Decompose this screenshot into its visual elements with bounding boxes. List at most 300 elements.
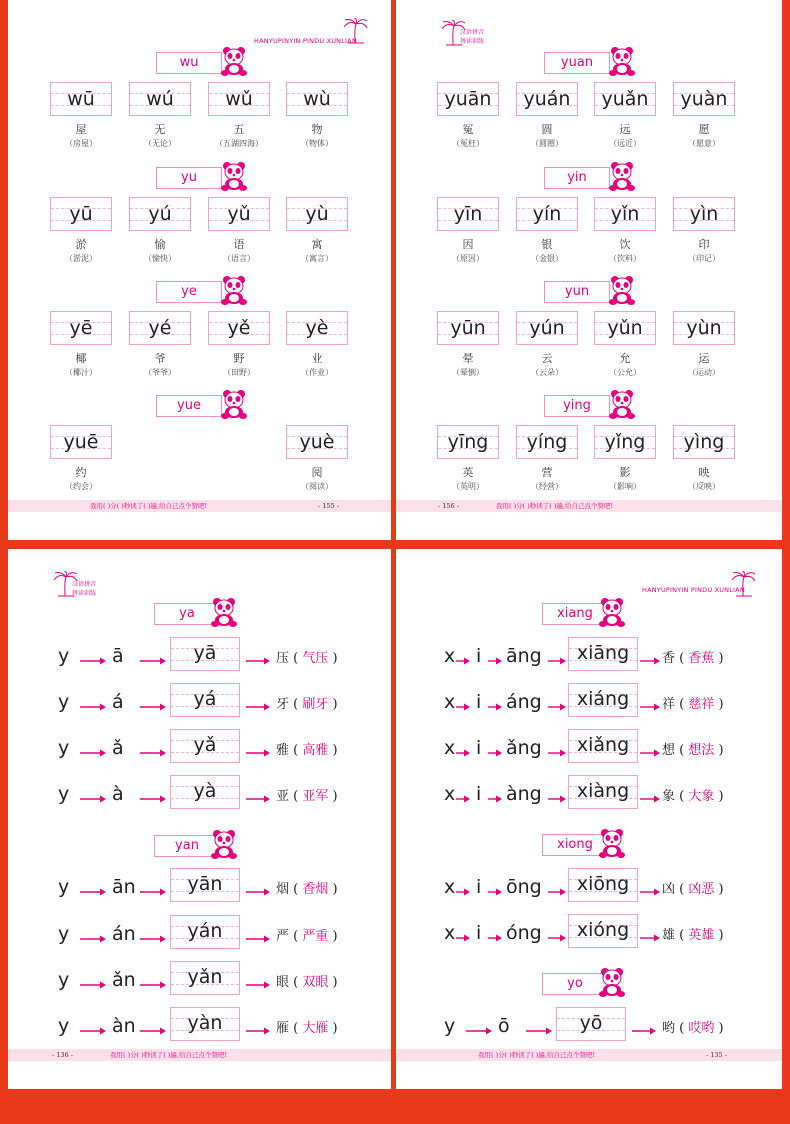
spelled-syllable: yá (193, 688, 217, 710)
example-word: （愿意） (688, 139, 720, 148)
panda-icon (210, 597, 238, 627)
arrow-icon (640, 702, 660, 712)
hanzi-character: 饮 (619, 238, 631, 251)
example-word: （印记） (688, 254, 720, 263)
example-word: 香蕉 (688, 651, 715, 666)
panda-icon (220, 161, 248, 191)
example-word: 大雁 (302, 1021, 329, 1036)
hanzi-character: 牙 (276, 697, 290, 712)
syllable-pinyin: yìn (689, 203, 719, 225)
syllable-heading: yan (154, 835, 220, 857)
spelled-syllable: yà (193, 780, 217, 802)
example-hanzi: 亚 ( 亚军 ) (276, 789, 338, 804)
example-word: （金银） (531, 254, 563, 263)
hanzi-character: 语 (233, 238, 245, 251)
spelled-syllable-box (170, 775, 240, 809)
page-number: - 155 - (318, 502, 339, 510)
arrow-icon (140, 887, 166, 897)
spelled-syllable: yān (187, 873, 223, 895)
hanzi-character: 英 (462, 466, 474, 479)
syllable-heading: xiong (542, 834, 608, 856)
hanzi-character: 祥 (662, 697, 676, 712)
syllable-box (286, 311, 348, 345)
spelled-syllable-box (568, 683, 638, 717)
spelled-syllable: yā (193, 642, 217, 664)
arrow-icon (488, 933, 502, 943)
spelled-syllable: yō (579, 1012, 603, 1034)
arrow-icon (140, 794, 166, 804)
syllable-pinyin: yú (148, 203, 172, 225)
medial-letter: i (476, 737, 482, 759)
arrow-icon (456, 702, 470, 712)
example-word: （寓言） (301, 254, 333, 263)
brand-line-1: 汉语拼音 (460, 29, 485, 36)
example-word: （晕倒） (452, 368, 484, 377)
spelled-syllable-box (170, 1007, 240, 1041)
hanzi-character: 爷 (154, 352, 166, 365)
hanzi-character: 无 (154, 123, 166, 136)
arrow-icon (456, 656, 470, 666)
reading-record: 我用( )分( )秒读了( )遍,给自己点个赞吧! (496, 502, 614, 510)
hanzi-character: 烟 (276, 882, 290, 897)
syllable-pinyin: yuē (63, 431, 99, 453)
syllable-box (516, 311, 578, 345)
example-hanzi: 牙 ( 刷牙 ) (276, 697, 338, 712)
example-word: 哎哟 (688, 1021, 715, 1036)
arrow-icon (140, 934, 166, 944)
hanzi-character: 雅 (276, 743, 290, 758)
hanzi-character: 印 (698, 238, 710, 251)
final-letters: àng (506, 783, 542, 805)
spelled-syllable-box (170, 683, 240, 717)
syllable-heading: ye (156, 281, 222, 303)
example-word: （英明） (452, 482, 484, 491)
hanzi-character: 屋 (75, 123, 87, 136)
example-word: 严重 (302, 929, 329, 944)
syllable-pinyin: yē (69, 317, 93, 339)
final-letters: ōng (506, 876, 542, 898)
arrow-icon (80, 794, 106, 804)
initial-letter: y (58, 876, 70, 898)
syllable-pinyin: wū (67, 88, 95, 110)
palm-tree-icon (730, 571, 756, 597)
syllable-heading: yue (156, 395, 222, 417)
final-letters: á (112, 691, 124, 713)
arrow-icon (246, 702, 270, 712)
initial-letter: x (444, 922, 456, 944)
arrow-icon (246, 934, 270, 944)
syllable-box (594, 311, 656, 345)
initial-letter: y (58, 969, 70, 991)
example-word: （远近） (609, 139, 641, 148)
syllable-box (437, 82, 499, 116)
syllable-box (437, 311, 499, 345)
panda-icon (210, 829, 238, 859)
example-word: （五湖四海） (215, 139, 263, 148)
syllable-box (50, 311, 112, 345)
header-latin: HANYUPINYIN PINDU XUNLIAN (642, 586, 745, 594)
hanzi-character: 愉 (154, 238, 166, 251)
hanzi-character: 凶 (662, 882, 676, 897)
syllable-box (516, 197, 578, 231)
arrow-icon (246, 887, 270, 897)
syllable-pinyin: yuǎn (601, 88, 649, 110)
example-word: （田野） (223, 368, 255, 377)
example-hanzi: 象 ( 大象 ) (662, 789, 724, 804)
example-word: 凶恶 (688, 882, 715, 897)
initial-letter: y (58, 783, 70, 805)
example-word: （经营） (531, 482, 563, 491)
hanzi-character: 冤 (462, 123, 474, 136)
arrow-icon (548, 887, 566, 897)
arrow-icon (466, 1026, 492, 1036)
medial-letter: i (476, 645, 482, 667)
reading-record: 我用( )分( )秒读了( )遍,给自己点个赞吧! (90, 502, 208, 510)
palm-tree-icon (342, 18, 368, 44)
syllable-pinyin: yùn (686, 317, 722, 339)
hanzi-character: 淤 (75, 238, 87, 251)
example-word: （原因） (452, 254, 484, 263)
arrow-icon (548, 656, 566, 666)
syllable-heading: yu (156, 167, 222, 189)
syllable-box (673, 197, 735, 231)
hanzi-character: 眼 (276, 975, 290, 990)
final-letters: ǎng (506, 737, 542, 759)
arrow-icon (488, 748, 502, 758)
page-156 (396, 0, 782, 540)
hanzi-character: 哟 (662, 1021, 676, 1036)
spelled-syllable-box (170, 637, 240, 671)
spelled-syllable-box (568, 775, 638, 809)
hanzi-character: 映 (698, 466, 710, 479)
panda-icon (220, 46, 248, 76)
arrow-icon (246, 794, 270, 804)
hanzi-character: 云 (541, 352, 553, 365)
syllable-pinyin: wù (303, 88, 331, 110)
arrow-icon (488, 656, 502, 666)
spelled-syllable: yán (187, 920, 223, 942)
final-letters: à (112, 783, 124, 805)
syllable-box (673, 425, 735, 459)
example-word: （无论） (144, 139, 176, 148)
example-hanzi: 雅 ( 高雅 ) (276, 743, 338, 758)
initial-letter: y (58, 737, 70, 759)
arrow-icon (526, 1026, 552, 1036)
example-word: （淤泥） (65, 254, 97, 263)
example-word: （影响） (609, 482, 641, 491)
hanzi-character: 营 (541, 466, 553, 479)
footer (8, 1049, 391, 1061)
syllable-box (50, 197, 112, 231)
example-word: （饮料） (609, 254, 641, 263)
final-letters: ǎn (112, 969, 136, 991)
example-word: 刷牙 (302, 697, 329, 712)
final-letters: án (112, 923, 136, 945)
syllable-box (594, 197, 656, 231)
example-word: 英雄 (688, 928, 715, 943)
hanzi-character: 象 (662, 789, 676, 804)
example-word: （椰汁） (65, 368, 97, 377)
hanzi-character: 运 (698, 352, 710, 365)
syllable-pinyin: yūn (450, 317, 486, 339)
hanzi-character: 雁 (276, 1021, 290, 1036)
syllable-pinyin: yíng (526, 431, 568, 453)
hanzi-character: 愿 (698, 123, 710, 136)
panda-icon (608, 275, 636, 305)
example-word: （房屋） (65, 139, 97, 148)
hanzi-character: 野 (233, 352, 245, 365)
panda-icon (608, 389, 636, 419)
brand-title (72, 580, 96, 598)
initial-letter: x (444, 876, 456, 898)
spelled-syllable-box (556, 1007, 626, 1041)
spelled-syllable-box (170, 961, 240, 995)
syllable-pinyin: yù (305, 203, 329, 225)
arrow-icon (80, 887, 106, 897)
example-word: （云朵） (531, 368, 563, 377)
hanzi-character: 寓 (311, 238, 323, 251)
medial-letter: i (476, 691, 482, 713)
hanzi-character: 五 (233, 123, 245, 136)
page-number: - 156 - (438, 502, 459, 510)
arrow-icon (80, 1026, 106, 1036)
hanzi-character: 影 (619, 466, 631, 479)
page-number: - 135 - (706, 1051, 727, 1059)
example-word: （圆圈） (531, 139, 563, 148)
example-hanzi: 眼 ( 双眼 ) (276, 975, 338, 990)
syllable-pinyin: yǐn (610, 203, 640, 225)
arrow-icon (456, 748, 470, 758)
syllable-heading: yun (544, 281, 610, 303)
initial-letter: x (444, 783, 456, 805)
final-letters: āng (506, 645, 542, 667)
arrow-icon (140, 980, 166, 990)
syllable-box (516, 425, 578, 459)
syllable-heading: wu (156, 52, 222, 74)
arrow-icon (246, 748, 270, 758)
syllable-pinyin: wú (146, 88, 174, 110)
example-word: （爷爷） (144, 368, 176, 377)
example-word: （阅读） (301, 482, 333, 491)
arrow-icon (488, 794, 502, 804)
syllable-box (286, 425, 348, 459)
arrow-icon (632, 1026, 656, 1036)
arrow-icon (548, 748, 566, 758)
arrow-icon (640, 794, 660, 804)
example-word: 亚军 (302, 789, 329, 804)
footer (396, 500, 782, 512)
medial-letter: i (476, 876, 482, 898)
arrow-icon (80, 980, 106, 990)
panda-icon (608, 161, 636, 191)
syllable-heading: ya (154, 603, 220, 625)
example-word: （语言） (223, 254, 255, 263)
example-word: 双眼 (302, 975, 329, 990)
syllable-box (594, 425, 656, 459)
syllable-heading: xiang (542, 603, 608, 625)
hanzi-character: 想 (662, 743, 676, 758)
example-word: 香烟 (302, 882, 329, 897)
final-letters: ā (112, 645, 124, 667)
hanzi-character: 物 (311, 123, 323, 136)
syllable-pinyin: yìng (683, 431, 725, 453)
syllable-heading: yo (542, 973, 608, 995)
example-word: （反映） (688, 482, 720, 491)
hanzi-character: 银 (541, 238, 553, 251)
syllable-pinyin: yuán (523, 88, 571, 110)
syllable-box (208, 82, 270, 116)
syllable-box (50, 82, 112, 116)
syllable-pinyin: yín (532, 203, 562, 225)
example-word: 高雅 (302, 743, 329, 758)
syllable-box (129, 82, 191, 116)
syllable-box (50, 425, 112, 459)
arrow-icon (80, 934, 106, 944)
syllable-pinyin: wǔ (225, 88, 253, 110)
brand-line-2: 拼读训练 (72, 590, 97, 597)
example-word: 大象 (688, 789, 715, 804)
syllable-pinyin: yè (305, 317, 329, 339)
syllable-box (516, 82, 578, 116)
example-hanzi: 严 ( 严重 ) (276, 929, 338, 944)
syllable-box (286, 197, 348, 231)
syllable-pinyin: yīng (447, 431, 489, 453)
syllable-box (129, 311, 191, 345)
page-135 (396, 549, 782, 1089)
example-word: 慈祥 (688, 697, 715, 712)
footer (396, 1049, 782, 1061)
spelled-syllable-box (170, 915, 240, 949)
initial-letter: y (58, 923, 70, 945)
arrow-icon (140, 748, 166, 758)
syllable-box (208, 197, 270, 231)
syllable-pinyin: yuàn (680, 88, 728, 110)
medial-letter: i (476, 922, 482, 944)
initial-letter: x (444, 691, 456, 713)
spelled-syllable: xiàng (576, 780, 630, 802)
example-hanzi: 雄 ( 英雄 ) (662, 928, 724, 943)
reading-record: 我用( )分( )秒读了( )遍,给自己点个赞吧! (478, 1051, 596, 1059)
page-number: - 136 - (52, 1051, 73, 1059)
spelled-syllable: yǎn (187, 966, 223, 988)
hanzi-character: 业 (311, 352, 323, 365)
syllable-box (286, 82, 348, 116)
syllable-heading: yuan (544, 52, 610, 74)
example-word: （公允） (609, 368, 641, 377)
page-155 (8, 0, 391, 540)
example-word: （冤枉） (452, 139, 484, 148)
syllable-box (673, 311, 735, 345)
example-word: （愉快） (144, 254, 176, 263)
arrow-icon (640, 887, 660, 897)
hanzi-character: 允 (619, 352, 631, 365)
arrow-icon (488, 702, 502, 712)
medial-letter: i (476, 783, 482, 805)
arrow-icon (640, 656, 660, 666)
spelled-syllable: xióng (576, 919, 630, 941)
syllable-heading: yin (544, 167, 610, 189)
arrow-icon (488, 887, 502, 897)
syllable-heading: ying (544, 395, 610, 417)
hanzi-character: 阅 (311, 466, 323, 479)
final-letters: áng (506, 691, 542, 713)
example-hanzi: 烟 ( 香烟 ) (276, 882, 338, 897)
example-hanzi: 哟 ( 哎哟 ) (662, 1021, 724, 1036)
example-hanzi: 凶 ( 凶恶 ) (662, 882, 724, 897)
example-word: （作业） (301, 368, 333, 377)
initial-letter: y (58, 645, 70, 667)
hanzi-character: 雄 (662, 928, 676, 943)
brand-title (460, 28, 484, 46)
panda-icon (598, 828, 626, 858)
spelled-syllable: xiáng (576, 688, 630, 710)
spelled-syllable: xiǎng (576, 734, 630, 756)
initial-letter: y (58, 691, 70, 713)
arrow-icon (80, 656, 106, 666)
arrow-icon (548, 794, 566, 804)
panda-icon (608, 46, 636, 76)
spelled-syllable-box (170, 729, 240, 763)
hanzi-character: 压 (276, 651, 290, 666)
footer (8, 500, 391, 512)
initial-letter: y (444, 1015, 456, 1037)
syllable-pinyin: yǐng (604, 431, 646, 453)
example-word: 气压 (302, 651, 329, 666)
arrow-icon (548, 702, 566, 712)
spelled-syllable: xiōng (576, 873, 630, 895)
final-letters: óng (506, 922, 542, 944)
example-hanzi: 祥 ( 慈祥 ) (662, 697, 724, 712)
hanzi-character: 因 (462, 238, 474, 251)
final-letters: ǎ (112, 737, 124, 759)
syllable-pinyin: yǔn (607, 317, 643, 339)
arrow-icon (456, 933, 470, 943)
hanzi-character: 香 (662, 651, 676, 666)
spelled-syllable: xiāng (576, 642, 630, 664)
final-letters: ān (112, 876, 136, 898)
example-word: 想法 (688, 743, 715, 758)
arrow-icon (640, 933, 660, 943)
panda-icon (598, 597, 626, 627)
syllable-box (437, 425, 499, 459)
syllable-pinyin: yǔ (227, 203, 251, 225)
syllable-pinyin: yuān (444, 88, 492, 110)
reading-record: 我用( )分( )秒读了( )遍,给自己点个赞吧! (110, 1051, 228, 1059)
arrow-icon (456, 794, 470, 804)
syllable-pinyin: yún (529, 317, 565, 339)
arrow-icon (140, 702, 166, 712)
spelled-syllable: yàn (187, 1012, 223, 1034)
syllable-box (673, 82, 735, 116)
hanzi-character: 亚 (276, 789, 290, 804)
brand-line-2: 拼读训练 (460, 38, 485, 45)
spelled-syllable-box (568, 729, 638, 763)
final-letters: àn (112, 1015, 136, 1037)
hanzi-character: 椰 (75, 352, 87, 365)
arrow-icon (640, 748, 660, 758)
syllable-box (437, 197, 499, 231)
example-hanzi: 雁 ( 大雁 ) (276, 1021, 338, 1036)
initial-letter: x (444, 737, 456, 759)
arrow-icon (246, 656, 270, 666)
example-word: （物体） (301, 139, 333, 148)
syllable-box (594, 82, 656, 116)
spelled-syllable-box (568, 868, 638, 902)
syllable-pinyin: yīn (453, 203, 483, 225)
example-word: （运动） (688, 368, 720, 377)
syllable-pinyin: yě (227, 317, 251, 339)
example-word: （约会） (65, 482, 97, 491)
